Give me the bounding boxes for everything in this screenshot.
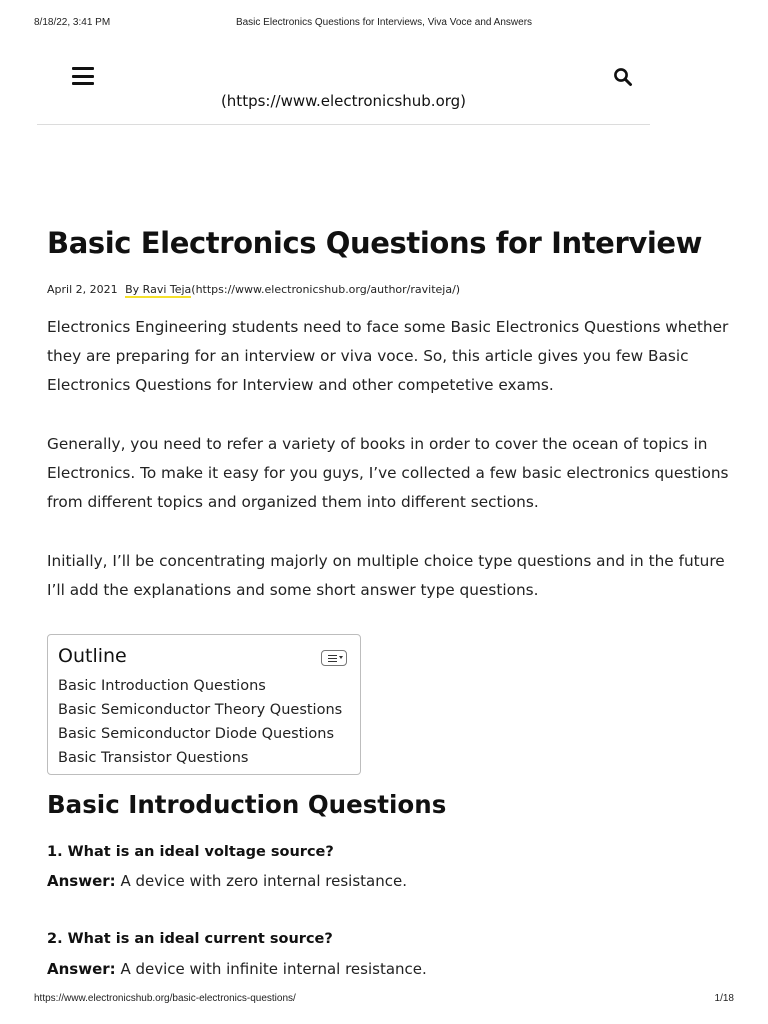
answer (47, 960, 427, 978)
author-link[interactable]: By Ravi Teja (125, 283, 192, 296)
answer-label: Answer: (47, 960, 116, 978)
page-number: 1/18 (714, 993, 734, 1004)
outline-item[interactable]: Basic Semiconductor Diode Questions (58, 726, 335, 742)
print-header (0, 17, 768, 31)
print-datetime: 8/18/22, 3:41 PM (34, 17, 111, 28)
print-page-url: https://www.electronicshub.org/basic-electronics-questions/ (34, 993, 296, 1004)
search-icon[interactable] (613, 67, 633, 87)
answer-text: A device with infinite internal resistance. (120, 960, 427, 978)
question: 1. What is an ideal voltage source? (47, 844, 334, 860)
outline-item[interactable]: Basic Introduction Questions (58, 678, 266, 694)
site-home-link[interactable]: (https://www.electronicshub.org) (220, 92, 467, 110)
page-title: Basic Electronics Questions for Interview (47, 226, 703, 260)
outline-box (47, 634, 361, 775)
body-paragraph: Initially, I’ll be concentrating majorly on multiple choice type questions and in the future I’ll add the explanations and some short answer type questions. (47, 552, 725, 599)
question: 2. What is an ideal current source? (47, 931, 333, 947)
print-footer (0, 993, 768, 1007)
outline-title: Outline (58, 645, 127, 667)
site-header (37, 58, 650, 125)
list-toggle-icon[interactable] (321, 650, 347, 666)
answer-text: A device with zero internal resistance. (120, 872, 407, 890)
author-url: (https://www.electronicshub.org/author/raviteja/) (191, 283, 461, 296)
intro-paragraph: Electronics Engineering students need to face some Basic Electronics Questions whether they are preparing for an interview or viva voce. So, this article gives you few Basic Electronics Questions for Interview and other competetive exams. (47, 318, 729, 394)
publish-date: April 2, 2021 (47, 283, 118, 296)
section-heading: Basic Introduction Questions (47, 790, 447, 819)
body-paragraph: Generally, you need to refer a variety of books in order to cover the ocean of topics in Electronics. To make it easy for you guys, I’ve collected a few basic electronics questions from different topics and organized them into different sections. (47, 435, 729, 511)
answer (47, 872, 407, 890)
outline-item[interactable]: Basic Semiconductor Theory Questions (58, 702, 343, 718)
outline-list (58, 674, 342, 770)
article-meta (47, 283, 460, 296)
print-document-title: Basic Electronics Questions for Interviews, Viva Voce and Answers (235, 17, 533, 28)
outline-item[interactable]: Basic Transistor Questions (58, 750, 249, 766)
hamburger-menu-icon[interactable] (72, 67, 94, 85)
answer-label: Answer: (47, 872, 116, 890)
